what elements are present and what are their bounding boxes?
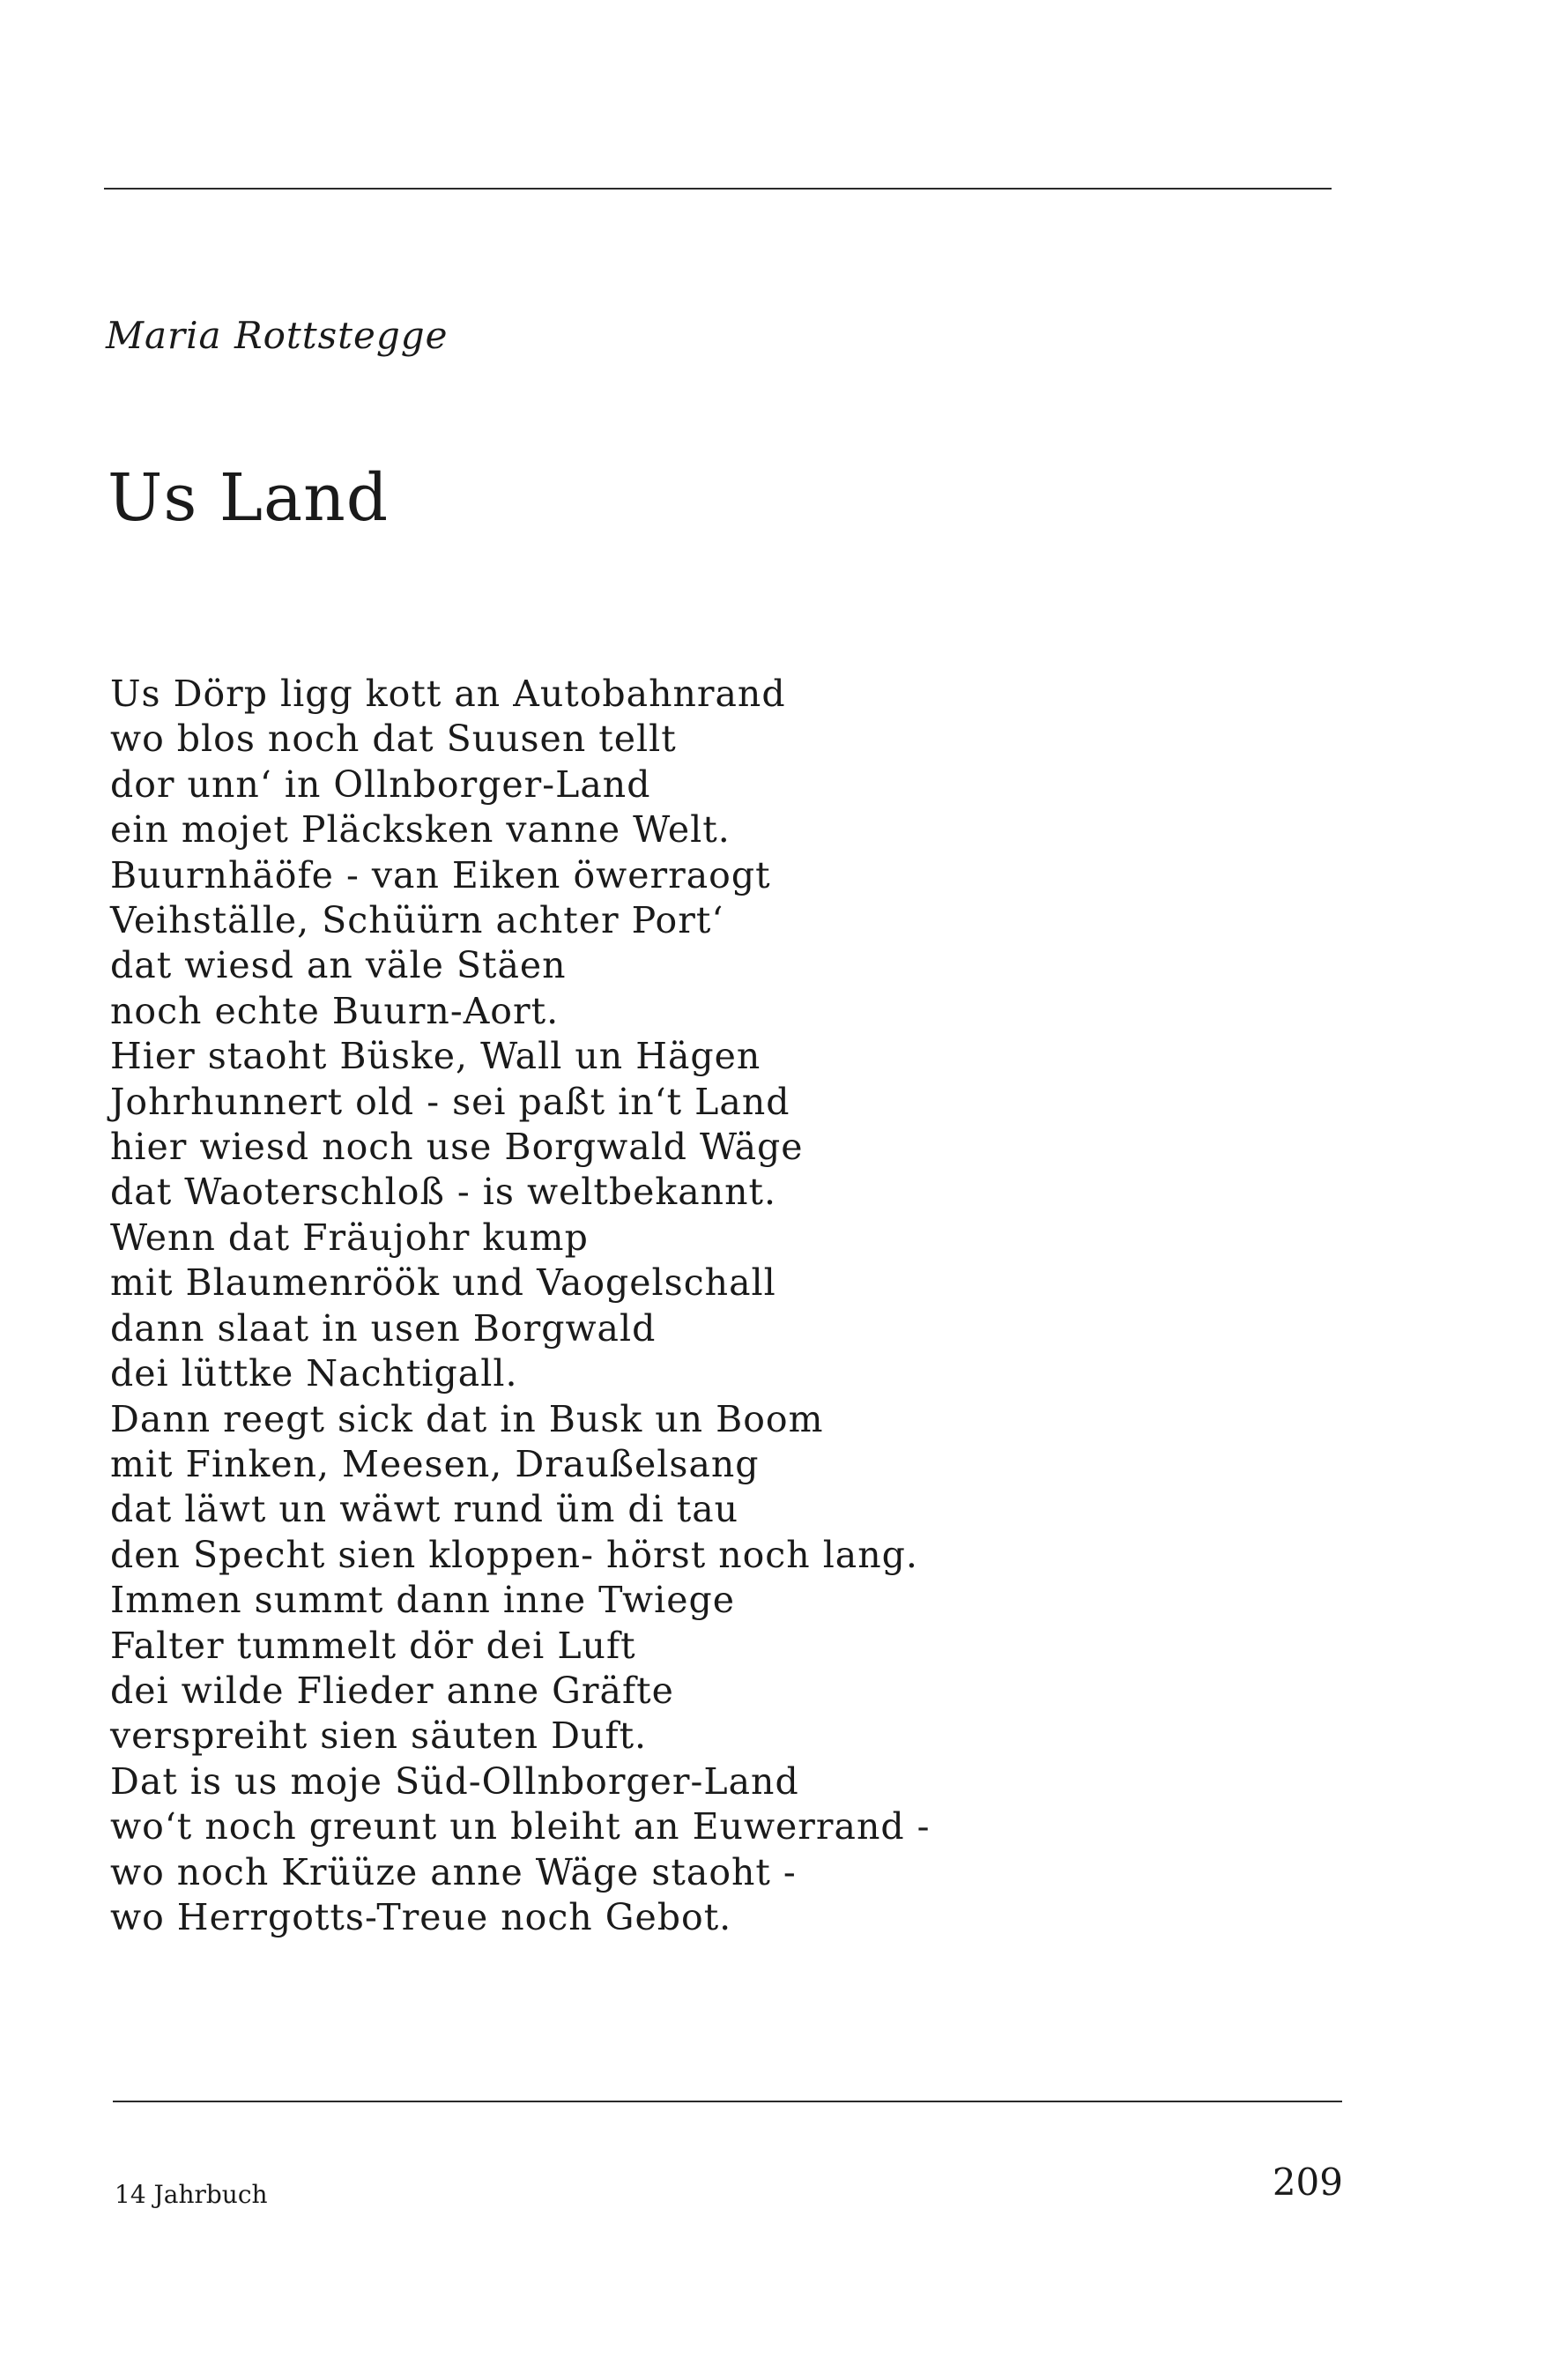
- poem-line: Buurnhäöfe - van Eiken öwerraogt: [110, 853, 771, 896]
- poem-line: Veihställe, Schüürn achter Port‘: [110, 899, 724, 942]
- poem-line: Us Dörp ligg kott an Autobahnrand: [110, 673, 786, 715]
- top-rule: [104, 188, 1332, 190]
- poem-title: Us Land: [108, 460, 390, 536]
- poem-line: dat läwt un wäwt rund üm di tau: [110, 1488, 739, 1531]
- poem-line: dann slaat in usen Borgwald: [110, 1306, 657, 1350]
- author-name: Maria Rottstegge: [106, 314, 449, 357]
- poem-line: Dann reegt sick dat in Busk un Boom: [110, 1397, 824, 1440]
- poem-line: dat wiesd an väle Stäen: [110, 944, 567, 987]
- poem-line: verspreiht sien säuten Duft.: [110, 1714, 648, 1758]
- poem-line: wo blos noch dat Suusen tellt: [110, 718, 677, 761]
- poem-line: Immen summt dann inne Twiege: [110, 1579, 735, 1622]
- poem-line: dei lüttke Nachtigall.: [110, 1352, 518, 1395]
- poem-body: [110, 672, 931, 1940]
- poem-line: den Specht sien kloppen- hörst noch lang.: [110, 1533, 918, 1576]
- poem-line: ein mojet Pläcksken vanne Welt.: [110, 808, 731, 852]
- poem-line: dor unn‘ in Ollnborger-Land: [110, 762, 651, 806]
- poem-line: Dat is us moje Süd-Ollnborger-Land: [110, 1759, 799, 1803]
- poem-line: mit Blaumenröök und Vaogelschall: [110, 1261, 776, 1305]
- poem-line: Falter tummelt dör dei Luft: [110, 1624, 636, 1667]
- poem-line: mit Finken, Meesen, Draußelsang: [110, 1442, 760, 1485]
- poem-line: wo Herrgotts-Treue noch Gebot.: [110, 1895, 732, 1938]
- poem-line: Hier staoht Büske, Wall un Hägen: [110, 1035, 761, 1078]
- page-number: 209: [1272, 2161, 1343, 2204]
- footer-book-label: 14 Jahrbuch: [115, 2180, 268, 2209]
- poem-line: dei wilde Flieder anne Gräfte: [110, 1669, 674, 1712]
- poem-line: wo noch Krüüze anne Wäge staoht -: [110, 1850, 797, 1893]
- poem-line: Johrhunnert old - sei paßt in‘t Land: [110, 1080, 790, 1123]
- poem-line: wo‘t noch greunt un bleiht an Euwerrand -: [110, 1805, 931, 1848]
- poem-line: noch echte Buurn-Aort.: [110, 989, 560, 1032]
- bottom-rule: [113, 2101, 1342, 2102]
- poem-line: Wenn dat Fräujohr kump: [110, 1216, 589, 1259]
- poem-line: dat Waoterschloß - is weltbekannt.: [110, 1171, 777, 1214]
- poem-line: hier wiesd noch use Borgwald Wäge: [110, 1126, 804, 1169]
